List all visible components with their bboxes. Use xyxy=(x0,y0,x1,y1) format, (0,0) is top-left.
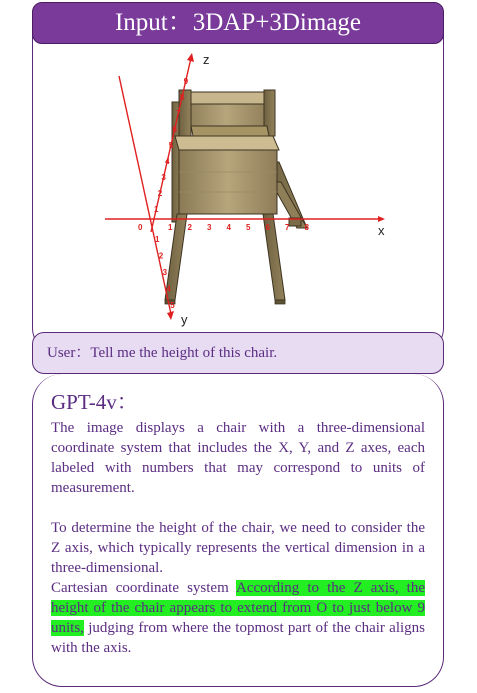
y-tick-4: 4 xyxy=(166,284,171,294)
x-tick-2: 2 xyxy=(187,223,192,232)
y-tick-5: 5 xyxy=(170,301,175,310)
z-tick-9: 9 xyxy=(183,77,189,86)
z-tick-4: 4 xyxy=(165,157,170,166)
answer-plain-lead: Cartesian coordinate system xyxy=(51,580,236,596)
chair-backrest xyxy=(179,90,275,140)
x-tick-5: 5 xyxy=(246,223,251,232)
image-panel xyxy=(32,32,444,354)
y-tick-3: 3 xyxy=(162,268,168,277)
x-tick-labels xyxy=(168,223,310,232)
user-prompt-text: User：Tell me the height of this chair. xyxy=(47,345,278,361)
z-tick-7: 7 xyxy=(176,109,181,118)
z-tick-8: 8 xyxy=(179,93,185,102)
y-tick-1: 1 xyxy=(155,235,160,244)
answer-panel xyxy=(32,374,444,687)
x-tick-6: 6 xyxy=(265,223,270,232)
z-axis-label: z xyxy=(203,52,210,67)
x-tick-7: 7 xyxy=(285,223,290,232)
chair-3d-figure xyxy=(33,32,445,354)
x-axis xyxy=(105,216,385,222)
origin-label: 0 xyxy=(138,223,143,232)
chair-seat xyxy=(175,136,279,214)
z-tick-5: 5 xyxy=(168,141,174,150)
answer-paragraph-2: To determine the height of the chair, we need to consider the Z axis, which typically represents the vertical dimension in a three-dimensional. xyxy=(51,520,425,576)
answer-paragraph-1: The image displays a chair with a three-dimensional coordinate system that includes the X, Y, and Z axes, each labeled with numbers that may correspond to units of measurement. xyxy=(51,420,425,496)
answer-highlight: According to the Z axis, the height of the chair appears to extend from O to just below 9 units, xyxy=(51,580,425,636)
z-tick-1: 1 xyxy=(154,205,159,214)
answer-title: GPT-4v： xyxy=(51,390,138,414)
input-header xyxy=(32,2,444,44)
y-axis-label: y xyxy=(181,312,188,327)
y-axis xyxy=(119,76,174,320)
z-tick-3: 3 xyxy=(161,173,166,182)
answer-paragraph-3 xyxy=(51,578,425,658)
header-title: Input：3DAP+3Dimage xyxy=(114,9,362,36)
x-axis-label: x xyxy=(378,223,385,238)
x-tick-1: 1 xyxy=(168,223,173,232)
x-tick-4: 4 xyxy=(226,223,231,232)
user-prompt-bar xyxy=(32,332,444,374)
answer-tail: judging from where the topmost part of the chair aligns with the axis. xyxy=(51,620,425,656)
x-tick-8: 8 xyxy=(304,223,309,232)
z-tick-6: 6 xyxy=(172,125,177,134)
y-tick-2: 2 xyxy=(158,251,164,261)
z-tick-2: 2 xyxy=(157,189,163,198)
x-tick-3: 3 xyxy=(207,223,212,232)
